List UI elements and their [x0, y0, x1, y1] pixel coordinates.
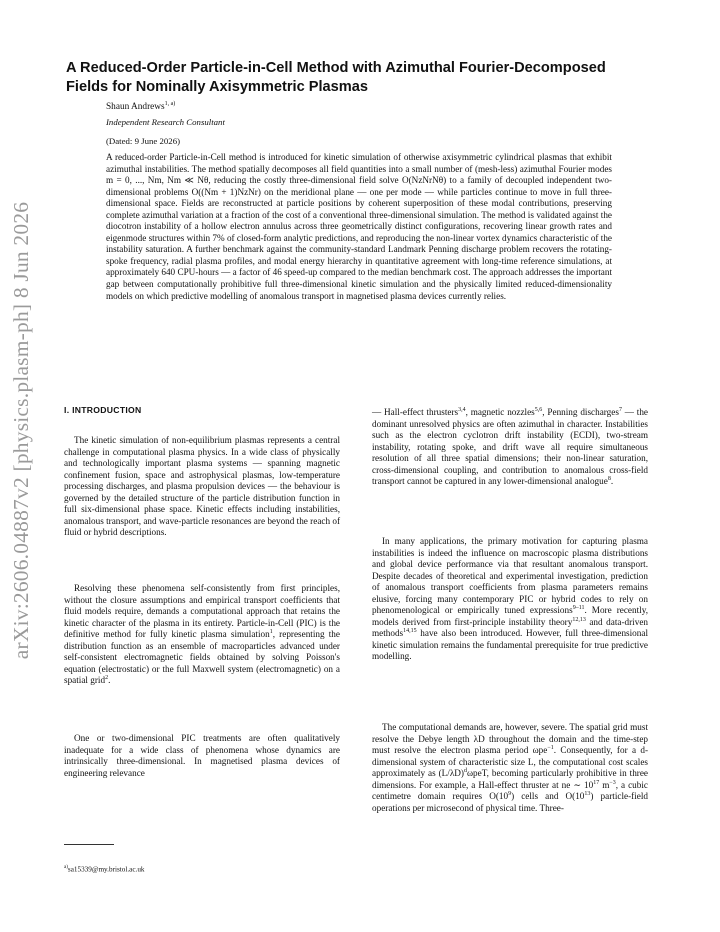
intro-paragraph-1: The kinetic simulation of non-equilibrium plasmas represents a central challenge in computational plasma physics. In a wide class of physically and technologically important plasma systems — spanning magnetic confinement fusion, space and astrophysical plasmas, low-temperature processing discharges, and plasma propulsion devices — the behaviour is governed by the detailed structure of the particle distribution function in full six-dimensional phase space. Kinetic effects including instabilities, anomalous transport, and wave-particle resonances are beyond the reach of fluid or hybrid descriptions.	[64, 435, 341, 537]
author-affiliation: Independent Research Consultant	[106, 117, 225, 127]
citation-ref: 9–11	[572, 604, 585, 611]
citation-ref: 8	[607, 475, 611, 482]
arxiv-identifier-text: arXiv:2606.04887v2 [physics.plasm-ph] 8 Jun 2026	[9, 201, 34, 659]
citation-ref: 1	[269, 628, 273, 635]
citation-ref: 7	[618, 406, 622, 413]
footnote-mark: a)	[64, 865, 68, 870]
intro-paragraph-3-continued: — Hall-effect thrusters$^{3,4}$, magnetic nozzles$^{5,6}$, Penning discharges$^7$ — the dominant unresolved physics are often azimuthal in character. Instabilities such as the electron cyclotron drift instability (ECDI), two-stream instability, rotating spoke, and drift wave all require simultaneous resolution of all three spatial dimensions; their non-linear saturation, cross-dimensional coupling, and contribution to anomalous cross-field transport cannot be captured in any lower-dimensional analogue$^8$.	[372, 406, 648, 486]
footnote-divider	[64, 844, 114, 845]
intro-paragraph-4: In many applications, the primary motivation for capturing plasma instabilities is indeed the influence on macroscopic plasma distributions and global device performance via that resultant anomalous transport. Despite decades of theoretical and experimental investigation, prediction of anomalous transport coefficients from plasma parameters remains elusive, forcing many contemporary PIC or hybrid codes to rely on phenomenological or empirically tuned expressions$^{9-11}$. More recently, models derived from first-principle instability theory$^{12,13}$ and data-driven methods$^{14,15}$ have also been introduced. However, full three-dimensional kinetic simulation remains the fundamental prerequisite for true predictive modelling.	[372, 536, 648, 661]
citation-ref: 12,13	[572, 616, 586, 623]
section-heading-introduction: I. INTRODUCTION	[64, 405, 142, 415]
intro-paragraph-5: The computational demands are, however, severe. The spatial grid must resolve the Debye length λD throughout the domain and the time-step must resolve the electron plasma period ωpe$^{-1}$. Consequently, for a d-dimensional system of characteristic size L, the computational cost scales approximately as $(L/\lambda D)^d\omega peT$, becoming particularly prohibitive in three dimensions. For example, a Hall-effect thruster at ne ∼ $10^{17}$ $m^{-3}$, a cubic centimetre domain requires $O(10^9)$ cells and $O(10^{13})$ particle-field operations per microsecond of physical time. Three-	[372, 722, 648, 813]
citation-ref: 14,15	[403, 627, 417, 634]
footnote	[64, 865, 145, 873]
author-affiliation-mark: 1, a)	[164, 101, 176, 107]
author-email-link[interactable]: sa15339@my.bristol.ac.uk	[67, 865, 145, 874]
arxiv-identifier-stamp	[4, 195, 40, 665]
abstract: A reduced-order Particle-in-Cell method is introduced for kinetic simulation of otherwise axisymmetric cylindrical plasmas that exhibit azimuthal instabilities. The method spatially decomposes all field quantities into a small number of (mesh-less) azimuthal Fourier modes m = 0, ..., Nm, Nm ≪ Nθ, reducing the costly three-dimensional field solve O(NzNrNθ) to a family of decoupled independent two-dimensional problems O((Nm + 1)NzNr) on the meridional plane — one per mode — while particles continue to move in full three-dimensional space. Fields are reconstructed at particle positions by coherent superposition of these modal contributions, preserving complete azimuthal variation at a fraction of the cost of a conventional three-dimensional simulation. The method is validated against the diocotron instability of a hollow electron annulus across three geometrically distinct configurations, recovering linear growth rates and eigenmode structures within 7% of closed-form analytic predictions, and reproducing the non-linear vortex dynamics characteristic of the instability saturation. A further benchmark against the community-standard Landmark Penning discharge problem recovers the rotating-spoke frequency, radial plasma profiles, and modal energy hierarchy in quantitative agreement with long-time reference simulations, at approximately 640 CPU-hours — a factor of 46 speed-up compared to the median benchmark cost. The approach addresses the important gap between computationally prohibitive full three-dimensional kinetic simulation and the physically limited reduced-dimensionality models on which predictive modelling of anomalous transport in magnetised plasma devices currently relies.	[106, 152, 613, 301]
author-line	[106, 101, 175, 112]
intro-paragraph-2: Resolving these phenomena self-consistently from first principles, without the closure assumptions and empirical transport coefficients that fluid models require, demands a computational approach that retains the kinetic character of the plasma in its entirety. Particle-in-Cell (PIC) is the definitive method for fully kinetic plasma simulation$^1$, representing the distribution function as an ensemble of macroparticles advanced under self-consistent electromagnetic fields obtained by solving Poisson's equation (electrostatic) or the full Maxwell system (electromagnetic) on a spatial grid$^2$.	[64, 583, 340, 685]
date-line: (Dated: 9 June 2026)	[106, 136, 181, 146]
citation-ref: 3,4	[458, 406, 466, 413]
citation-ref: 5,6	[534, 406, 543, 413]
author-name: Shaun Andrews	[106, 102, 165, 113]
paper-title: A Reduced-Order Particle-in-Cell Method with Azimuthal Fourier-Decomposed Fields for Nominally Axisymmetric Plasmas	[66, 60, 606, 95]
intro-paragraph-3: One or two-dimensional PIC treatments are often qualitatively inadequate for a wide class of phenomena whose dynamics are intrinsically three-dimensional. In magnetised plasma devices of engineering relevance	[64, 733, 340, 778]
citation-ref: 2	[105, 674, 109, 681]
